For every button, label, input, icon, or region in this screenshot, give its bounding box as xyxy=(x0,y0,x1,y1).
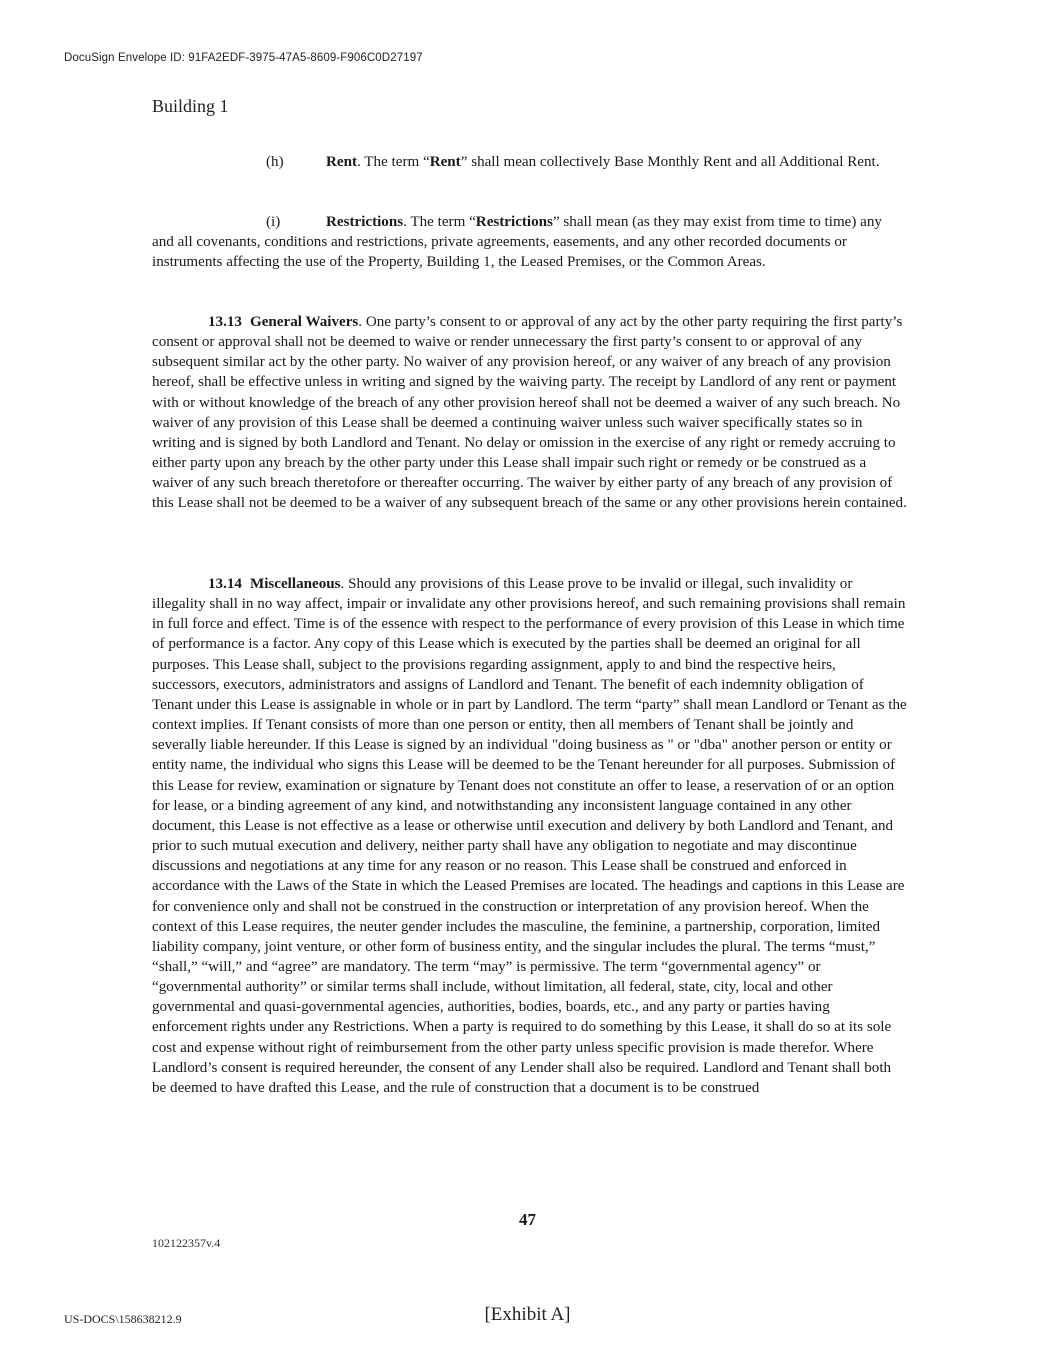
defined-term-quoted: Rent xyxy=(429,154,461,170)
defined-term-heading: Rent xyxy=(326,154,358,170)
docusign-envelope-id: DocuSign Envelope ID: 91FA2EDF-3975-47A5-8609-F906C0D27197 xyxy=(64,52,423,64)
paragraph-marker: (i) xyxy=(266,214,281,230)
paragraph-marker: (h) xyxy=(266,154,284,170)
footer-exhibit-label: [Exhibit A] xyxy=(484,1304,571,1325)
defined-term-heading: Restrictions xyxy=(326,214,404,230)
building-header: Building 1 xyxy=(152,96,229,116)
document-version: 102122357v.4 xyxy=(152,1236,221,1250)
section-body: . One party’s consent to or approval of any act by the other party requiring the first party’s consent or approval shall not be deemed to waive or render unnecessary the first party’s consent to or approval of any subsequent similar act by the other party. No waiver of any provision hereof, or any waiver of any breach of any provision hereof, shall be effective unless in writing and signed by the waiving party. The receipt by Landlord of any rent or payment with or without knowledge of the breach of any other provision hereof shall not be deemed a waiver of any such breach. No waiver of any provision of this Lease shall be deemed a continuing waiver unless such waiver specifically states so in writing and is signed by both Landlord and Tenant. No delay or omission in the exercise of any right or remedy accruing to either party upon any breach by the other party under this Lease shall impair such right or remedy or be construed as a waiver of any such breach theretofore or thereafter occurring. The waiver by either party of any breach of any provision of this Lease shall not be deemed to be a waiver of any subsequent breach of the same or any other provisions herein contained. xyxy=(152,314,907,512)
defined-term-quoted: Restrictions xyxy=(475,214,553,230)
section-title: Miscellaneous xyxy=(249,576,341,592)
paragraph-i: (i) Restrictions. The term “Restrictions” shall mean (as they may exist from time to time) any and all covenants, conditions and restrictions, private agreements, easements, and any other recorded documents or instruments affecting the use of the Property, Building 1, the Leased Premises, or the Common Areas. xyxy=(152,214,882,271)
page-number: 47 xyxy=(519,1210,536,1229)
footer-doc-id: US-DOCS\158638212.9 xyxy=(64,1312,182,1326)
section-body: . Should any provisions of this Lease prove to be invalid or illegal, such invalidity or illegality shall in no way affect, impair or invalidate any other provisions hereof, and such remaining provisions shall remain in full force and effect. Time is of the essence with respect to the performance of every provision of this Lease in which time of performance is a factor. Any copy of this Lease which is executed by the parties shall be deemed an original for all purposes. This Lease shall, subject to the provisions regarding assignment, apply to and bind the respective heirs, successors, executors, administrators and assigns of Landlord and Tenant. The benefit of each indemnity obligation of Tenant under this Lease is assignable in whole or in part by Landlord. The term “party” shall mean Landlord or Tenant as the context implies. If Tenant consists of more than one person or entity, then all members of Tenant shall be jointly and severally liable hereunder. If this Lease is signed by an individual "doing business as " or "dba" another person or entity or entity name, the individual who signs this Lease will be deemed to be the Tenant hereunder for all purposes. Submission of this Lease for review, examination or signature by Tenant does not constitute an offer to lease, a reservation of or an option for lease, or a binding agreement of any kind, and notwithstanding any inconsistent language contained in any other document, this Lease is not effective as a lease or otherwise until execution and delivery by both Landlord and Tenant, and prior to such mutual execution and delivery, neither party shall have any obligation to negotiate and may discontinue discussions and negotiations at any time for any reason or no reason. This Lease shall be construed and enforced in accordance with the Laws of the State in which the Leased Premises are located. The headings and captions in this Lease are for convenience only and shall not be construed in the construction or interpretation of any provision hereof. When the context of this Lease requires, the neuter gender includes the masculine, the feminine, a partnership, corporation, limited liability company, joint venture, or other form of business entity, and the singular includes the plural. The terms “must,” “shall,” “will,” and “agree” are mandatory. The term “may” is permissive. The term “governmental agency” or “governmental authority” or similar terms shall include, without limitation, all federal, state, city, local and other governmental and quasi-governmental agencies, authorities, bodies, boards, etc., and any party or parties having enforcement rights under any Restrictions. When a party is required to do something by this Lease, it shall do so at its sole cost and expense without right of reimbursement from the other party unless specific provision is made therefor. Where Landlord’s consent is required hereunder, the consent of any Lender shall also be required. Landlord and Tenant shall both be deemed to have drafted this Lease, and the rule of construction that a document is to be construed xyxy=(152,576,907,1096)
paragraph-h: (h) Rent. The term “Rent” shall mean collectively Base Monthly Rent and all Additional Rent. xyxy=(152,152,907,172)
section-number: 13.14 xyxy=(208,576,242,592)
section-13-14 xyxy=(152,574,907,1098)
section-13-13 xyxy=(152,312,907,514)
section-title: General Waivers xyxy=(249,314,359,330)
section-number: 13.13 xyxy=(208,314,242,330)
